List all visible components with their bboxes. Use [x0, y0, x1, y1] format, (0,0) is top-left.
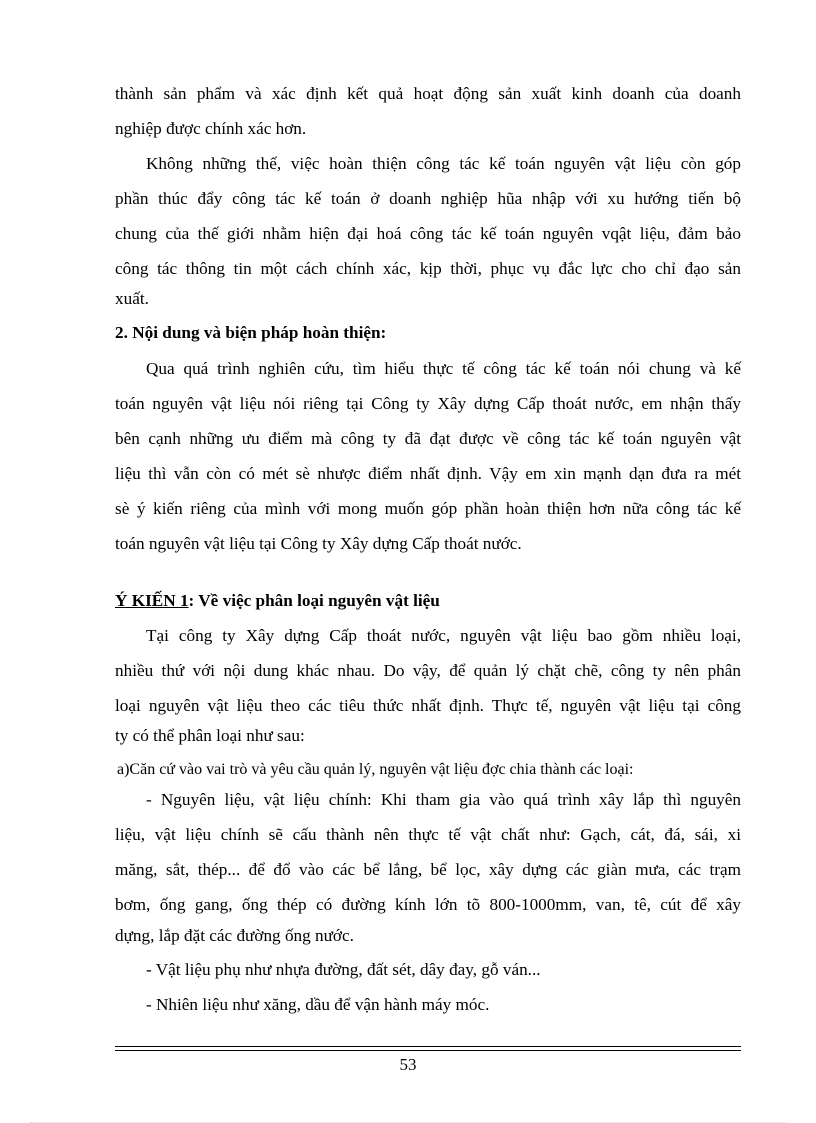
footer-rule: [115, 1046, 741, 1047]
text-line: chung của thế giới nhằm hiện đại hoá công tác kế toán nguyên vqật liệu, đảm bảo: [115, 224, 741, 243]
text-line: liệu, vật liệu chính sẽ cấu thành nên thực tế vật chất như: Gạch, cát, đá, sái, xi: [115, 825, 741, 844]
footer-rule-inner: [115, 1050, 741, 1051]
text-line: dựng, lắp đặt các đường ống nước.: [115, 926, 354, 945]
text-line: - Nhiên liệu như xăng, dầu để vận hành máy móc.: [146, 995, 490, 1014]
text-line: bên cạnh những ưu điểm mà công ty đã đạt được về công tác kế toán nguyên vật: [115, 429, 741, 448]
text-line: măng, sắt, thép... để đổ vào các bể lắng, bể lọc, xây dựng các giàn mưa, các trạm: [115, 860, 741, 879]
text-line: toán nguyên vật liệu nói riêng tại Công ty Xây dựng Cấp thoát nước, em nhận thấy: [115, 394, 741, 413]
text-line: Qua quá trình nghiên cứu, tìm hiểu thực tế công tác kế toán nói chung và kế: [146, 359, 741, 378]
opinion-heading: [115, 589, 741, 613]
text-line: ty có thể phân loại như sau:: [115, 726, 305, 745]
text-line: toán nguyên vật liệu tại Công ty Xây dựng Cấp thoát nước.: [115, 534, 522, 553]
text-line: a)Căn cứ vào vai trò và yêu cầu quản lý, nguyên vật liệu đợc chia thành các loại:: [117, 761, 634, 778]
text-line: công tác thông tin một cách chính xác, kịp thời, phục vụ đắc lực cho chỉ đạo sản: [115, 259, 741, 278]
section-heading: 2. Nội dung và biện pháp hoàn thiện:: [115, 323, 387, 342]
page-number: 53: [399, 1055, 417, 1074]
text-line: phần thúc đẩy công tác kế toán ở doanh nghiệp hũa nhập với xu hướng tiến bộ: [115, 189, 741, 208]
opinion-title: : Về việc phân loại nguyên vật liệu: [188, 591, 440, 610]
text-line: bơm, ống gang, ống thép có đường kính lớn tõ 800-1000mm, van, tê, cút để xây: [115, 895, 741, 914]
text-line: nghiệp được chính xác hơn.: [115, 119, 307, 138]
text-line: loại nguyên vật liệu theo các tiêu thức nhất định. Thực tế, nguyên vật liệu tại công: [115, 696, 741, 715]
text-line: sè ý kiến riêng của mình với mong muốn góp phần hoàn thiện hơn nữa công tác kế: [115, 499, 741, 518]
text-line: liệu thì vẫn còn có mét sè nhược điểm nhất định. Vậy em xin mạnh dạn đưa ra mét: [115, 464, 741, 483]
text-line: Tại công ty Xây dựng Cấp thoát nước, nguyên vật liệu bao gồm nhiều loại,: [146, 626, 741, 645]
text-line: xuất.: [115, 289, 149, 308]
opinion-label: Ý KIẾN 1: [115, 591, 189, 610]
text-line: thành sản phẩm và xác định kết quả hoạt động sản xuất kinh doanh của doanh: [115, 84, 741, 103]
text-line: - Vật liệu phụ như nhựa đường, đất sét, dây đay, gỗ ván...: [146, 960, 541, 979]
text-line: nhiều thứ với nội dung khác nhau. Do vậy, để quản lý chặt chẽ, công ty nên phân: [115, 661, 741, 680]
text-line: Không những thế, việc hoàn thiện công tác kế toán nguyên vật liệu còn góp: [146, 154, 741, 173]
text-line: - Nguyên liệu, vật liệu chính: Khi tham gia vào quá trình xây lắp thì nguyên: [146, 790, 741, 809]
